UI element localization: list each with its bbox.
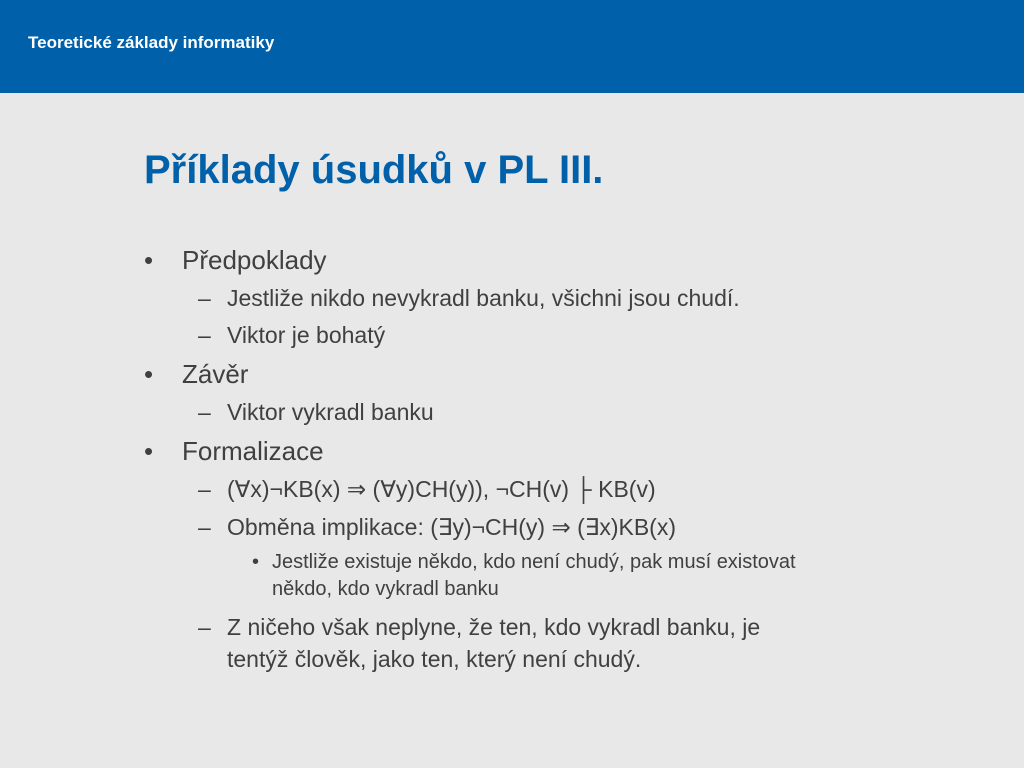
bullet-formalization: Formalizace: [182, 436, 324, 466]
slide-title: Příklady úsudků v PL III.: [144, 148, 604, 192]
sub-bullet-marker: •: [252, 551, 260, 573]
premise-2: Viktor je bohatý: [227, 322, 386, 348]
explanation-line-2: někdo, kdo vykradl banku: [272, 578, 499, 600]
bullet-conclusion: Závěr: [182, 359, 249, 389]
bullet-marker: •: [144, 245, 154, 275]
bullet-premises: Předpoklady: [182, 245, 327, 275]
premise-1: Jestliže nikdo nevykradl banku, všichni jsou chudí.: [227, 285, 740, 311]
dash-marker: –: [198, 514, 211, 540]
course-title: Teoretické základy informatiky: [28, 33, 275, 52]
remark-line-2: tentýž člověk, jako ten, který není chudý.: [227, 646, 642, 672]
dash-marker: –: [198, 614, 211, 640]
contrapositive-line: Obměna implikace: (∃y)¬CH(y) ⇒ (∃x)KB(x): [227, 514, 676, 540]
dash-marker: –: [198, 476, 211, 502]
dash-marker: –: [198, 399, 211, 425]
conclusion-1: Viktor vykradl banku: [227, 399, 434, 425]
bullet-marker: •: [144, 436, 154, 466]
remark-line-1: Z ničeho však neplyne, že ten, kdo vykradl banku, je: [227, 614, 761, 640]
dash-marker: –: [198, 322, 211, 348]
bullet-marker: •: [144, 359, 154, 389]
dash-marker: –: [198, 285, 211, 311]
formula-line: (∀x)¬KB(x) ⇒ (∀y)CH(y)), ¬CH(v) ├ KB(v): [227, 476, 656, 502]
explanation-line-1: Jestliže existuje někdo, kdo není chudý, pak musí existovat: [272, 551, 796, 573]
